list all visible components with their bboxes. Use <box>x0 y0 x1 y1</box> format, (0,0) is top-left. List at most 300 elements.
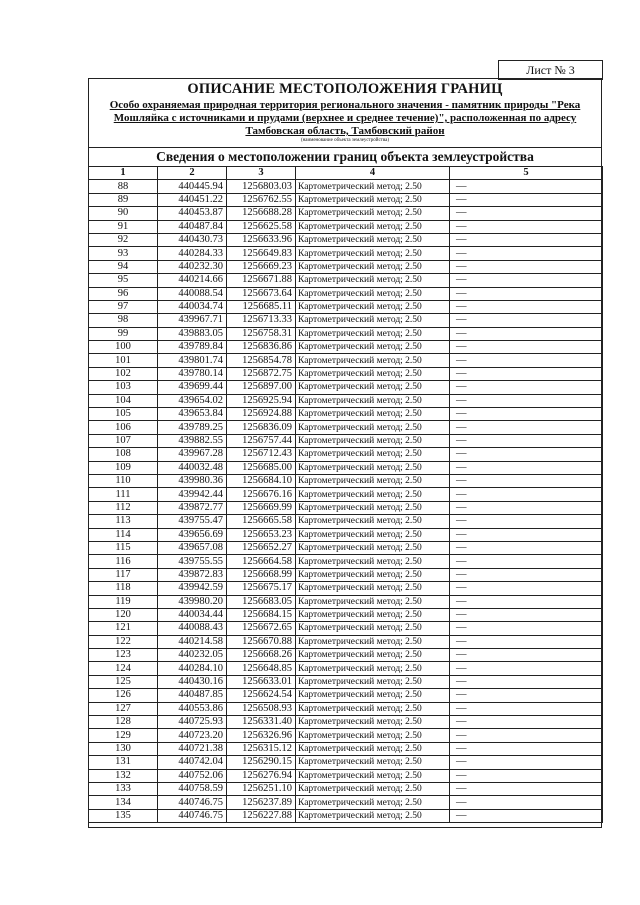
y-coordinate-cell: 1256683.05 <box>227 595 296 608</box>
point-number-cell: 118 <box>89 582 158 595</box>
table-row <box>89 568 603 581</box>
table-row <box>89 622 603 635</box>
point-number-cell: 95 <box>89 274 158 287</box>
description-cell: — <box>450 582 603 595</box>
table-row <box>89 756 603 769</box>
table-row <box>89 233 603 246</box>
method-cell: Картометрический метод; 2.50 <box>296 796 450 809</box>
point-number-cell: 104 <box>89 394 158 407</box>
table-row <box>89 528 603 541</box>
x-coordinate-cell: 439967.71 <box>158 314 227 327</box>
x-coordinate-cell: 439755.47 <box>158 515 227 528</box>
description-cell: — <box>450 300 603 313</box>
x-coordinate-cell: 439872.77 <box>158 501 227 514</box>
table-row <box>89 354 603 367</box>
method-cell: Картометрический метод; 2.50 <box>296 595 450 608</box>
x-coordinate-cell: 440758.59 <box>158 782 227 795</box>
description-cell: — <box>450 274 603 287</box>
y-coordinate-cell: 1256925.94 <box>227 394 296 407</box>
description-cell: — <box>450 354 603 367</box>
y-coordinate-cell: 1256836.86 <box>227 341 296 354</box>
method-cell: Картометрический метод; 2.50 <box>296 247 450 260</box>
x-coordinate-cell: 440723.20 <box>158 729 227 742</box>
description-cell: — <box>450 555 603 568</box>
method-cell: Картометрический метод; 2.50 <box>296 220 450 233</box>
table-row <box>89 716 603 729</box>
x-coordinate-cell: 439780.14 <box>158 367 227 380</box>
x-coordinate-cell: 440034.74 <box>158 300 227 313</box>
description-cell: — <box>450 662 603 675</box>
y-coordinate-cell: 1256331.40 <box>227 716 296 729</box>
point-number-cell: 116 <box>89 555 158 568</box>
y-coordinate-cell: 1256758.31 <box>227 327 296 340</box>
method-cell: Картометрический метод; 2.50 <box>296 474 450 487</box>
description-cell: — <box>450 675 603 688</box>
method-cell: Картометрический метод; 2.50 <box>296 488 450 501</box>
x-coordinate-cell: 440214.58 <box>158 635 227 648</box>
column-header: 2 <box>158 167 227 180</box>
description-cell: — <box>450 702 603 715</box>
description-cell: — <box>450 809 603 822</box>
x-coordinate-cell: 440214.66 <box>158 274 227 287</box>
table-row <box>89 809 603 822</box>
point-number-cell: 97 <box>89 300 158 313</box>
x-coordinate-cell: 439699.44 <box>158 381 227 394</box>
x-coordinate-cell: 440487.85 <box>158 689 227 702</box>
table-row <box>89 769 603 782</box>
y-coordinate-cell: 1256633.01 <box>227 675 296 688</box>
point-number-cell: 106 <box>89 421 158 434</box>
table-row <box>89 729 603 742</box>
method-cell: Картометрический метод; 2.50 <box>296 528 450 541</box>
y-coordinate-cell: 1256227.88 <box>227 809 296 822</box>
column-header: 5 <box>450 167 603 180</box>
y-coordinate-cell: 1256326.96 <box>227 729 296 742</box>
point-number-cell: 94 <box>89 260 158 273</box>
y-coordinate-cell: 1256688.28 <box>227 207 296 220</box>
point-number-cell: 120 <box>89 608 158 621</box>
table-row <box>89 180 603 193</box>
x-coordinate-cell: 440032.48 <box>158 461 227 474</box>
method-cell: Картометрический метод; 2.50 <box>296 675 450 688</box>
description-cell: — <box>450 193 603 206</box>
method-cell: Картометрический метод; 2.50 <box>296 233 450 246</box>
point-number-cell: 91 <box>89 220 158 233</box>
table-body <box>89 180 603 823</box>
description-cell: — <box>450 541 603 554</box>
x-coordinate-cell: 440034.44 <box>158 608 227 621</box>
description-cell: — <box>450 782 603 795</box>
y-coordinate-cell: 1256854.78 <box>227 354 296 367</box>
method-cell: Картометрический метод; 2.50 <box>296 769 450 782</box>
table-row <box>89 421 603 434</box>
description-cell: — <box>450 729 603 742</box>
y-coordinate-cell: 1256897.00 <box>227 381 296 394</box>
x-coordinate-cell: 439654.02 <box>158 394 227 407</box>
x-coordinate-cell: 440284.33 <box>158 247 227 260</box>
point-number-cell: 133 <box>89 782 158 795</box>
y-coordinate-cell: 1256290.15 <box>227 756 296 769</box>
point-number-cell: 90 <box>89 207 158 220</box>
x-coordinate-cell: 440088.43 <box>158 622 227 635</box>
description-cell: — <box>450 287 603 300</box>
method-cell: Картометрический метод; 2.50 <box>296 635 450 648</box>
y-coordinate-cell: 1256872.75 <box>227 367 296 380</box>
method-cell: Картометрический метод; 2.50 <box>296 421 450 434</box>
column-header: 4 <box>296 167 450 180</box>
table-row <box>89 675 603 688</box>
y-coordinate-cell: 1256625.58 <box>227 220 296 233</box>
point-number-cell: 127 <box>89 702 158 715</box>
description-cell: — <box>450 207 603 220</box>
point-number-cell: 93 <box>89 247 158 260</box>
x-coordinate-cell: 440721.38 <box>158 742 227 755</box>
method-cell: Картометрический метод; 2.50 <box>296 274 450 287</box>
table-row <box>89 555 603 568</box>
document-frame <box>88 78 602 828</box>
x-coordinate-cell: 440430.73 <box>158 233 227 246</box>
table-row <box>89 327 603 340</box>
x-coordinate-cell: 440232.05 <box>158 649 227 662</box>
table-row <box>89 300 603 313</box>
y-coordinate-cell: 1256669.99 <box>227 501 296 514</box>
y-coordinate-cell: 1256652.27 <box>227 541 296 554</box>
point-number-cell: 128 <box>89 716 158 729</box>
point-number-cell: 129 <box>89 729 158 742</box>
method-cell: Картометрический метод; 2.50 <box>296 756 450 769</box>
method-cell: Картометрический метод; 2.50 <box>296 314 450 327</box>
description-cell: — <box>450 260 603 273</box>
x-coordinate-cell: 439967.28 <box>158 448 227 461</box>
y-coordinate-cell: 1256664.58 <box>227 555 296 568</box>
description-cell: — <box>450 314 603 327</box>
x-coordinate-cell: 439942.59 <box>158 582 227 595</box>
table-row <box>89 515 603 528</box>
table-row <box>89 689 603 702</box>
x-coordinate-cell: 440430.16 <box>158 675 227 688</box>
y-coordinate-cell: 1256671.88 <box>227 274 296 287</box>
method-cell: Картометрический метод; 2.50 <box>296 809 450 822</box>
x-coordinate-cell: 440088.54 <box>158 287 227 300</box>
y-coordinate-cell: 1256713.33 <box>227 314 296 327</box>
y-coordinate-cell: 1256676.16 <box>227 488 296 501</box>
description-cell: — <box>450 408 603 421</box>
method-cell: Картометрический метод; 2.50 <box>296 300 450 313</box>
subtitle-line-1: Особо охраняемая природная территория регионального значения - памятник природы "Река <box>109 99 581 111</box>
table-row <box>89 381 603 394</box>
table-row <box>89 702 603 715</box>
method-cell: Картометрический метод; 2.50 <box>296 515 450 528</box>
method-cell: Картометрический метод; 2.50 <box>296 782 450 795</box>
x-coordinate-cell: 439872.83 <box>158 568 227 581</box>
x-coordinate-cell: 439657.08 <box>158 541 227 554</box>
point-number-cell: 134 <box>89 796 158 809</box>
table-row <box>89 649 603 662</box>
point-number-cell: 126 <box>89 689 158 702</box>
table-row <box>89 635 603 648</box>
description-cell: — <box>450 796 603 809</box>
table-row <box>89 274 603 287</box>
table-row <box>89 220 603 233</box>
point-number-cell: 132 <box>89 769 158 782</box>
method-cell: Картометрический метод; 2.50 <box>296 662 450 675</box>
y-coordinate-cell: 1256672.65 <box>227 622 296 635</box>
x-coordinate-cell: 439883.05 <box>158 327 227 340</box>
description-cell: — <box>450 180 603 193</box>
point-number-cell: 114 <box>89 528 158 541</box>
description-cell: — <box>450 488 603 501</box>
x-coordinate-cell: 439801.74 <box>158 354 227 367</box>
x-coordinate-cell: 439980.20 <box>158 595 227 608</box>
x-coordinate-cell: 439653.84 <box>158 408 227 421</box>
table-row <box>89 260 603 273</box>
y-coordinate-cell: 1256762.55 <box>227 193 296 206</box>
table-row <box>89 742 603 755</box>
method-cell: Картометрический метод; 2.50 <box>296 341 450 354</box>
description-cell: — <box>450 769 603 782</box>
method-cell: Картометрический метод; 2.50 <box>296 207 450 220</box>
y-coordinate-cell: 1256684.10 <box>227 474 296 487</box>
x-coordinate-cell: 439882.55 <box>158 434 227 447</box>
point-number-cell: 89 <box>89 193 158 206</box>
sheet-number-label: Лист № 3 <box>498 60 603 80</box>
description-cell: — <box>450 649 603 662</box>
method-cell: Картометрический метод; 2.50 <box>296 394 450 407</box>
description-cell: — <box>450 595 603 608</box>
document-title: ОПИСАНИЕ МЕСТОПОЛОЖЕНИЯ ГРАНИЦ <box>187 81 503 97</box>
point-number-cell: 100 <box>89 341 158 354</box>
subtitle-line-2: Мошляйка с источниками и прудами (верхнее и среднее течение)", расположенная по адресу <box>113 112 577 124</box>
table-row <box>89 247 603 260</box>
description-cell: — <box>450 394 603 407</box>
table-header-row <box>89 167 603 180</box>
table-row <box>89 608 603 621</box>
table-row <box>89 782 603 795</box>
description-cell: — <box>450 622 603 635</box>
table-row <box>89 341 603 354</box>
x-coordinate-cell: 439980.36 <box>158 474 227 487</box>
x-coordinate-cell: 440725.93 <box>158 716 227 729</box>
point-number-cell: 110 <box>89 474 158 487</box>
column-header: 1 <box>89 167 158 180</box>
method-cell: Картометрический метод; 2.50 <box>296 461 450 474</box>
description-cell: — <box>450 341 603 354</box>
description-cell: — <box>450 367 603 380</box>
method-cell: Картометрический метод; 2.50 <box>296 260 450 273</box>
x-coordinate-cell: 440553.86 <box>158 702 227 715</box>
method-cell: Картометрический метод; 2.50 <box>296 327 450 340</box>
point-number-cell: 98 <box>89 314 158 327</box>
x-coordinate-cell: 440453.87 <box>158 207 227 220</box>
description-cell: — <box>450 501 603 514</box>
method-cell: Картометрический метод; 2.50 <box>296 555 450 568</box>
description-cell: — <box>450 327 603 340</box>
method-cell: Картометрический метод; 2.50 <box>296 448 450 461</box>
x-coordinate-cell: 440451.22 <box>158 193 227 206</box>
point-number-cell: 105 <box>89 408 158 421</box>
column-header: 3 <box>227 167 296 180</box>
method-cell: Картометрический метод; 2.50 <box>296 367 450 380</box>
point-number-cell: 125 <box>89 675 158 688</box>
table-row <box>89 461 603 474</box>
description-cell: — <box>450 434 603 447</box>
point-number-cell: 121 <box>89 622 158 635</box>
document-header <box>89 79 601 147</box>
description-cell: — <box>450 233 603 246</box>
description-cell: — <box>450 515 603 528</box>
table-row <box>89 448 603 461</box>
point-number-cell: 92 <box>89 233 158 246</box>
y-coordinate-cell: 1256685.11 <box>227 300 296 313</box>
description-cell: — <box>450 635 603 648</box>
point-number-cell: 117 <box>89 568 158 581</box>
table-row <box>89 474 603 487</box>
table-row <box>89 796 603 809</box>
y-coordinate-cell: 1256684.15 <box>227 608 296 621</box>
table-row <box>89 582 603 595</box>
description-cell: — <box>450 448 603 461</box>
point-number-cell: 88 <box>89 180 158 193</box>
method-cell: Картометрический метод; 2.50 <box>296 702 450 715</box>
point-number-cell: 113 <box>89 515 158 528</box>
x-coordinate-cell: 440746.75 <box>158 796 227 809</box>
y-coordinate-cell: 1256653.23 <box>227 528 296 541</box>
method-cell: Картометрический метод; 2.50 <box>296 622 450 635</box>
point-number-cell: 108 <box>89 448 158 461</box>
y-coordinate-cell: 1256673.64 <box>227 287 296 300</box>
y-coordinate-cell: 1256836.09 <box>227 421 296 434</box>
method-cell: Картометрический метод; 2.50 <box>296 381 450 394</box>
point-number-cell: 131 <box>89 756 158 769</box>
table-row <box>89 193 603 206</box>
description-cell: — <box>450 608 603 621</box>
point-number-cell: 135 <box>89 809 158 822</box>
table-row <box>89 541 603 554</box>
point-number-cell: 96 <box>89 287 158 300</box>
table-row <box>89 434 603 447</box>
description-cell: — <box>450 247 603 260</box>
method-cell: Картометрический метод; 2.50 <box>296 716 450 729</box>
method-cell: Картометрический метод; 2.50 <box>296 541 450 554</box>
y-coordinate-cell: 1256237.89 <box>227 796 296 809</box>
method-cell: Картометрический метод; 2.50 <box>296 608 450 621</box>
x-coordinate-cell: 439942.44 <box>158 488 227 501</box>
method-cell: Картометрический метод; 2.50 <box>296 742 450 755</box>
description-cell: — <box>450 461 603 474</box>
table-row <box>89 595 603 608</box>
table-row <box>89 314 603 327</box>
subtitle-note: (наименование объекта землеустройства) <box>300 138 390 143</box>
x-coordinate-cell: 440445.94 <box>158 180 227 193</box>
y-coordinate-cell: 1256670.88 <box>227 635 296 648</box>
point-number-cell: 101 <box>89 354 158 367</box>
method-cell: Картометрический метод; 2.50 <box>296 568 450 581</box>
y-coordinate-cell: 1256668.99 <box>227 568 296 581</box>
x-coordinate-cell: 440284.10 <box>158 662 227 675</box>
method-cell: Картометрический метод; 2.50 <box>296 689 450 702</box>
x-coordinate-cell: 440752.06 <box>158 769 227 782</box>
method-cell: Картометрический метод; 2.50 <box>296 501 450 514</box>
y-coordinate-cell: 1256649.83 <box>227 247 296 260</box>
x-coordinate-cell: 439755.55 <box>158 555 227 568</box>
section-title: Сведения о местоположении границ объекта землеустройства <box>156 149 534 164</box>
y-coordinate-cell: 1256685.00 <box>227 461 296 474</box>
x-coordinate-cell: 440746.75 <box>158 809 227 822</box>
x-coordinate-cell: 439789.25 <box>158 421 227 434</box>
x-coordinate-cell: 440742.04 <box>158 756 227 769</box>
method-cell: Картометрический метод; 2.50 <box>296 434 450 447</box>
method-cell: Картометрический метод; 2.50 <box>296 193 450 206</box>
description-cell: — <box>450 381 603 394</box>
description-cell: — <box>450 528 603 541</box>
point-number-cell: 130 <box>89 742 158 755</box>
y-coordinate-cell: 1256251.10 <box>227 782 296 795</box>
table-row <box>89 207 603 220</box>
y-coordinate-cell: 1256665.58 <box>227 515 296 528</box>
table-row <box>89 501 603 514</box>
point-number-cell: 124 <box>89 662 158 675</box>
y-coordinate-cell: 1256624.54 <box>227 689 296 702</box>
point-number-cell: 107 <box>89 434 158 447</box>
y-coordinate-cell: 1256924.88 <box>227 408 296 421</box>
y-coordinate-cell: 1256508.93 <box>227 702 296 715</box>
method-cell: Картометрический метод; 2.50 <box>296 180 450 193</box>
subtitle-line-3: Тамбовская область, Тамбовский район <box>245 125 445 137</box>
method-cell: Картометрический метод; 2.50 <box>296 582 450 595</box>
table-row <box>89 394 603 407</box>
point-number-cell: 119 <box>89 595 158 608</box>
y-coordinate-cell: 1256675.17 <box>227 582 296 595</box>
description-cell: — <box>450 220 603 233</box>
table-row <box>89 408 603 421</box>
y-coordinate-cell: 1256315.12 <box>227 742 296 755</box>
y-coordinate-cell: 1256803.03 <box>227 180 296 193</box>
table-row <box>89 367 603 380</box>
table-row <box>89 662 603 675</box>
point-number-cell: 122 <box>89 635 158 648</box>
x-coordinate-cell: 440232.30 <box>158 260 227 273</box>
method-cell: Картометрический метод; 2.50 <box>296 729 450 742</box>
x-coordinate-cell: 439789.84 <box>158 341 227 354</box>
point-number-cell: 115 <box>89 541 158 554</box>
description-cell: — <box>450 742 603 755</box>
method-cell: Картометрический метод; 2.50 <box>296 649 450 662</box>
y-coordinate-cell: 1256648.85 <box>227 662 296 675</box>
y-coordinate-cell: 1256669.23 <box>227 260 296 273</box>
point-number-cell: 123 <box>89 649 158 662</box>
description-cell: — <box>450 716 603 729</box>
method-cell: Картометрический метод; 2.50 <box>296 408 450 421</box>
description-cell: — <box>450 474 603 487</box>
boundary-table <box>88 166 603 823</box>
description-cell: — <box>450 568 603 581</box>
y-coordinate-cell: 1256757.44 <box>227 434 296 447</box>
point-number-cell: 109 <box>89 461 158 474</box>
y-coordinate-cell: 1256276.94 <box>227 769 296 782</box>
point-number-cell: 99 <box>89 327 158 340</box>
description-cell: — <box>450 689 603 702</box>
y-coordinate-cell: 1256633.96 <box>227 233 296 246</box>
method-cell: Картометрический метод; 2.50 <box>296 354 450 367</box>
point-number-cell: 102 <box>89 367 158 380</box>
point-number-cell: 103 <box>89 381 158 394</box>
header-divider <box>89 147 601 148</box>
table-row <box>89 287 603 300</box>
point-number-cell: 112 <box>89 501 158 514</box>
description-cell: — <box>450 756 603 769</box>
x-coordinate-cell: 440487.84 <box>158 220 227 233</box>
description-cell: — <box>450 421 603 434</box>
